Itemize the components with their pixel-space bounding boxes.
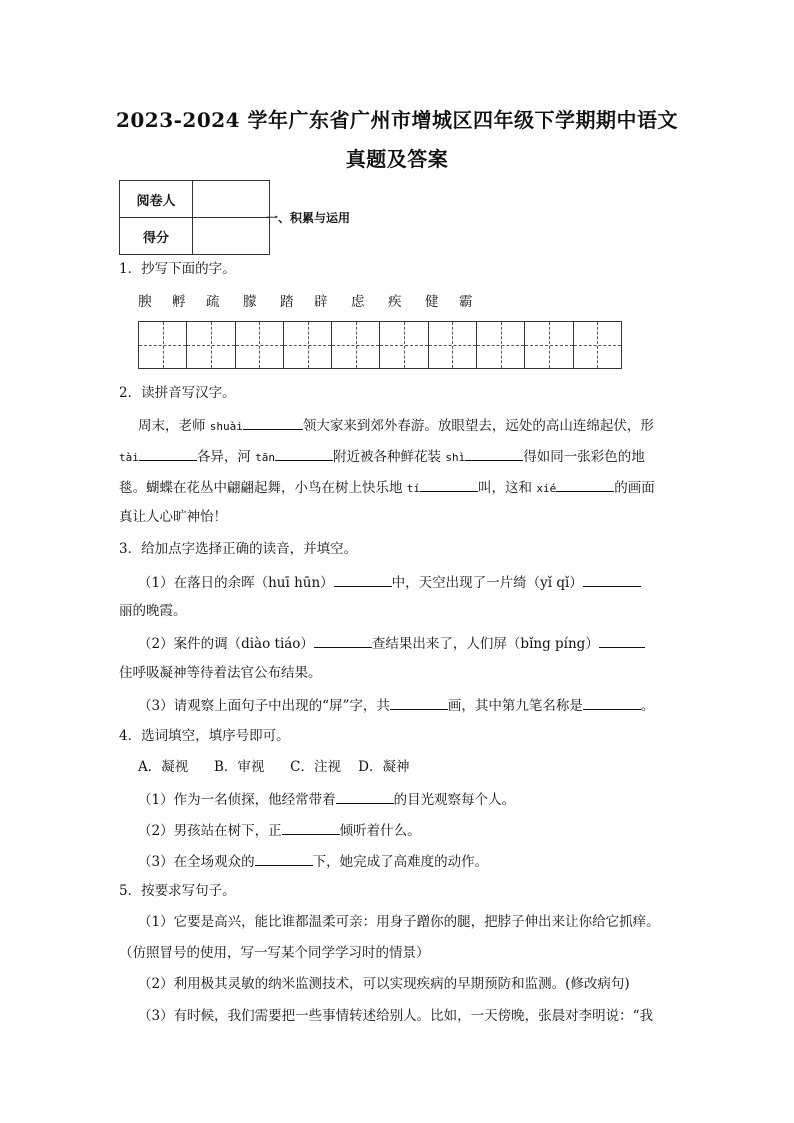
question-4-item-1: （1）作为一名侦探，他经常带着 的目光观察每个人。 [138,788,515,810]
pinyin: shì [445,451,466,464]
passage-line: tài 各异，河 tān 附近被各种鲜花装 shì 得如同一张彩色的地 [119,445,645,468]
grid-cell[interactable] [236,322,284,368]
question-4-item-3: （3）在全场观众的 下，她完成了高难度的动作。 [138,850,488,872]
answer-blank[interactable] [255,850,313,866]
score-label: 得分 [120,218,193,255]
pinyin: shuài [209,420,243,433]
copy-char: 孵 [172,294,186,310]
question-3-item-1: （1）在落日的余晖（huī hūn） 中，天空出现了一片绮（yǐ qǐ） [138,571,641,593]
page-title-line2: 真题及答案 [345,147,449,171]
question-1-stem: 1．抄写下面的字。 [119,261,236,277]
pinyin: tài [119,451,139,464]
question-4-item-2: （2）男孩站在树下，正 倾听着什么。 [138,819,421,841]
copy-char: 疾 [388,294,402,310]
grid-cell[interactable] [187,322,235,368]
answer-blank[interactable] [314,632,372,648]
copy-char: 霸 [459,294,473,310]
answer-blank[interactable] [243,414,303,430]
passage-line: 毯。蝴蝶在花丛中翩翩起舞，小鸟在树上快乐地 tí 叫，这和 xié 的画面 [119,476,655,499]
question-4-stem: 4．选词填空，填序号即可。 [119,728,290,744]
answer-blank[interactable] [420,476,478,492]
writing-grid[interactable] [138,321,622,369]
question-5-stem: 5．按要求写句子。 [119,883,236,899]
answer-blank[interactable] [390,694,448,710]
question-3-stem: 3．给加点字选择正确的读音，并填空。 [119,541,358,557]
copy-char: 辟 [314,294,328,310]
question-3-item-2: （2）案件的调（diào tiáo） 查结果出来了，人们屏（bǐng píng） [138,632,645,654]
pinyin: tí [406,482,421,495]
question-5-item-2: （2）利用极其灵敏的纳米监测技术，可以实现疾病的早期预防和监测。(修改病句) [138,976,630,992]
passage-line: 周末，老师 shuài 领大家来到郊外春游。放眼望去，远处的高山连绵起伏，形 [138,414,654,437]
grid-cell[interactable] [139,322,187,368]
question-5-item-1-cont: （仿照冒号的使用，写一写某个同学学习时的情景） [119,945,430,961]
copy-char: 虑 [351,294,365,310]
grader-label: 阅卷人 [120,181,193,218]
section-heading: 一、积累与运用 [266,211,351,225]
grader-value-cell [193,181,270,218]
question-3-item-1-cont: 丽的晚霞。 [119,603,187,619]
score-value-cell [193,218,270,255]
grid-cell[interactable] [477,322,525,368]
answer-blank[interactable] [465,445,523,461]
word-options: A．凝视 B．审视 C．注视 D．凝神 [138,759,410,775]
copy-char: 踏 [280,294,294,310]
question-5-item-1: （1）它要是高兴，能比谁都温柔可亲：用身子蹭你的腿，把脖子伸出来让你给它抓痒。 [138,914,660,930]
copy-characters-row [138,290,493,310]
answer-blank[interactable] [336,788,394,804]
copy-char: 健 [425,294,439,310]
answer-blank[interactable] [139,445,197,461]
pinyin: xié [536,482,557,495]
passage-line: 真让人心旷神怡！ [119,509,227,525]
grid-cell[interactable] [332,322,380,368]
copy-char: 疏 [206,294,220,310]
answer-blank[interactable] [599,632,645,648]
copy-char: 朦 [243,294,257,310]
page-title: 2023-2024 学年广东省广州市增城区四年级下学期期中语文 [115,108,679,132]
grader-score-table [119,180,270,255]
question-5-item-3: （3）有时候，我们需要把一些事情转述给别人。比如，一天傍晚，张晨对李明说：“我 [138,1008,653,1024]
grid-cell[interactable] [574,322,621,368]
answer-blank[interactable] [583,694,641,710]
pinyin: tān [255,451,276,464]
question-3-item-3: （3）请观察上面句子中出现的“屏”字，共 画，其中第九笔名称是 。 [138,694,654,716]
answer-blank[interactable] [275,445,333,461]
question-3-item-2-cont: 住呼吸凝神等待着法官公布结果。 [119,665,322,681]
answer-blank[interactable] [282,819,340,835]
grid-cell[interactable] [284,322,332,368]
copy-char: 腴 [138,294,152,310]
answer-blank[interactable] [556,476,614,492]
grid-cell[interactable] [380,322,428,368]
grid-cell[interactable] [525,322,573,368]
answer-blank[interactable] [583,571,641,587]
question-2-stem: 2．读拼音写汉字。 [119,385,236,401]
answer-blank[interactable] [334,571,392,587]
grid-cell[interactable] [429,322,477,368]
